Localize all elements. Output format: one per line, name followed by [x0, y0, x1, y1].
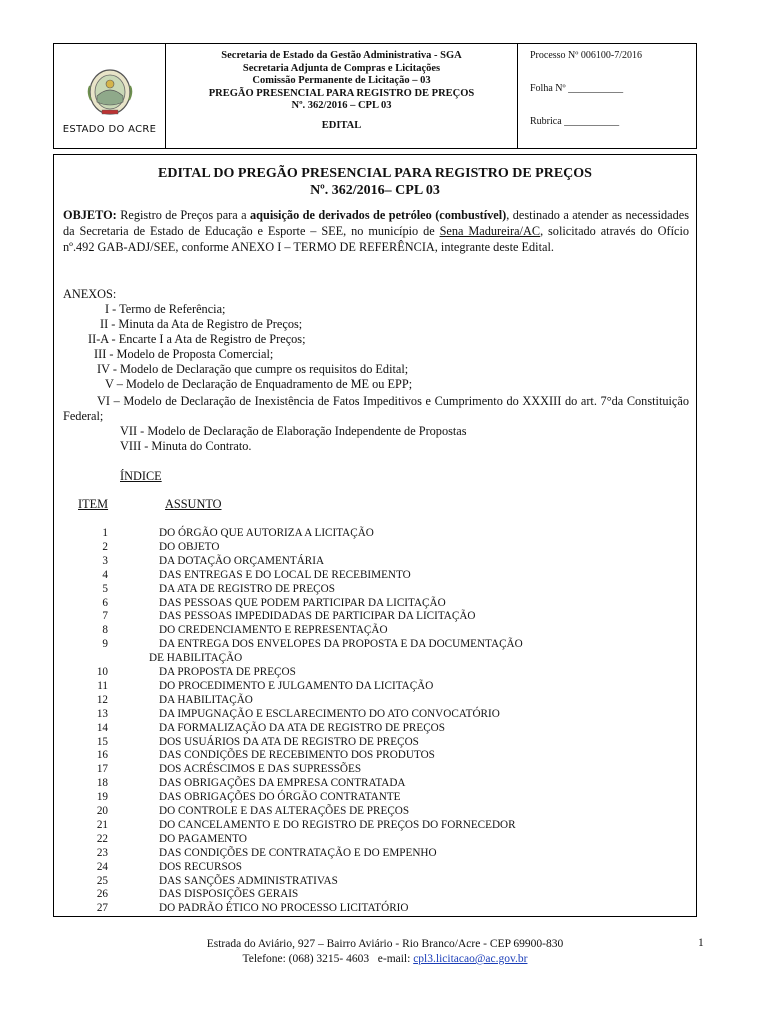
- indice-item-number: 7: [102, 610, 108, 623]
- indice-item-subject: DA FORMALIZAÇÃO DA ATA DE REGISTRO DE PREÇOS: [159, 721, 445, 734]
- indice-item-subject: DA PROPOSTA DE PREÇOS: [159, 666, 296, 678]
- indice-item-number: 10: [96, 666, 108, 678]
- indice-item-subject: DO PADRÃO ÉTICO NO PROCESSO LICITATÓRIO: [159, 902, 409, 915]
- anexo-item: VIII - Minuta do Contrato.: [120, 439, 252, 453]
- indice-item-number: 2: [102, 540, 108, 553]
- agency-line: Nº. 362/2016 – CPL 03: [291, 100, 392, 112]
- indice-item-number: 17: [96, 763, 108, 776]
- agency-line: Secretaria Adjunta de Compras e Licitações: [242, 62, 441, 74]
- indice-item-subject: DAS OBRIGAÇÕES DO ÓRGÃO CONTRATANTE: [159, 791, 401, 804]
- objeto-subject: aquisição de derivados de petróleo (combustível): [250, 208, 507, 222]
- indice-item-number: 15: [96, 735, 108, 748]
- indice-item-number: 25: [96, 874, 108, 887]
- indice-item-subject-continued: DE HABILITAÇÃO: [149, 652, 243, 665]
- indice-item-subject: DA HABILITAÇÃO: [159, 693, 253, 706]
- anexo-item: V – Modelo de Declaração de Enquadramento de ME ou EPP;: [105, 377, 413, 391]
- anexo-item: II - Minuta da Ata de Registro de Preços;: [100, 317, 303, 331]
- indice-item-number: 14: [96, 721, 108, 734]
- header-process-cell: [518, 44, 696, 148]
- indice-item-subject: DA ATA DE REGISTRO DE PREÇOS: [159, 582, 335, 595]
- indice-item-subject: DAS PESSOAS IMPEDIDADAS DE PARTICIPAR DA LICITAÇÃO: [159, 610, 476, 623]
- indice-item-subject: DO CANCELAMENTO E DO REGISTRO DE PREÇOS DO FORNECEDOR: [159, 818, 516, 831]
- indice-item-subject: DAS SANÇÕES ADMINISTRATIVAS: [159, 874, 338, 887]
- agency-line: PREGÃO PRESENCIAL PARA REGISTRO DE PREÇOS: [208, 87, 475, 99]
- objeto-text: , destinado a atender as necessidades da Secretaria de Estado de Educação e Esporte – SEE, no município de: [63, 208, 690, 238]
- header-agency-cell: [166, 44, 518, 148]
- indice-item-number: 21: [96, 818, 108, 831]
- objeto-municipio: Sena Madureira/AC: [439, 224, 541, 238]
- indice-item-number: 12: [96, 693, 108, 706]
- agency-line: Comissão Permanente de Licitação – 03: [252, 75, 431, 87]
- indice-item-number: 27: [96, 902, 108, 915]
- footer-contact: [0, 952, 770, 967]
- indice-item-subject: DO ÓRGÃO QUE AUTORIZA A LICITAÇÃO: [159, 527, 374, 539]
- indice-item-number: 24: [96, 860, 108, 873]
- document-header: [53, 43, 697, 149]
- anexo-item: II-A - Encarte I a Ata de Registro de Preços;: [88, 332, 306, 346]
- indice-col-item: ITEM: [78, 497, 109, 511]
- indice-item-subject: DA DOTAÇÃO ORÇAMENTÁRIA: [159, 554, 325, 567]
- indice-item-number: 23: [96, 846, 108, 859]
- page-number: 1: [698, 937, 704, 949]
- state-label: ESTADO DO ACRE: [62, 123, 157, 135]
- indice-item-subject: DOS USUÁRIOS DA ATA DE REGISTRO DE PREÇOS: [159, 735, 419, 748]
- footer-phone: Telefone: (068) 3215- 4603 e-mail:: [242, 953, 414, 965]
- anexo-item: VI – Modelo de Declaração de Inexistência de Fatos Impeditivos e Cumprimento do XXXIII do art. 7°da Constituição Federal;: [63, 394, 689, 423]
- indice-item-subject: DOS RECURSOS: [159, 860, 242, 873]
- indice-title: ÍNDICE: [120, 469, 162, 483]
- document-body: [53, 154, 697, 917]
- indice-item-number: 8: [102, 624, 108, 637]
- objeto-text: Registro de Preços para a: [116, 208, 251, 222]
- indice-item-subject: DO PAGAMENTO: [159, 832, 247, 845]
- indice-item-subject: DO PROCEDIMENTO E JULGAMENTO DA LICITAÇÃO: [159, 679, 434, 692]
- footer-email-link[interactable]: cpl3.licitacao@ac.gov.br: [413, 953, 528, 965]
- anexos-label: ANEXOS:: [63, 287, 117, 301]
- indice-item-subject: DO CONTROLE E DAS ALTERAÇÕES DE PREÇOS: [159, 805, 410, 817]
- indice-item-subject: DAS ENTREGAS E DO LOCAL DE RECEBIMENTO: [159, 568, 411, 581]
- indice-item-subject: DO OBJETO: [159, 540, 220, 553]
- indice-item-number: 9: [102, 638, 108, 651]
- objeto-text: , solicitado através do Ofício nº.492 GAB-ADJ/SEE, conforme ANEXO I – TERMO DE REFERÊNCIA, integrante deste Edital.: [63, 224, 690, 254]
- rubrica-field: Rubrica ___________: [530, 116, 620, 127]
- indice-item-subject: DOS ACRÉSCIMOS E DAS SUPRESSÕES: [159, 763, 362, 776]
- indice-item-subject: DAS CONDIÇÕES DE RECEBIMENTO DOS PRODUTOS: [159, 749, 435, 762]
- indice-col-assunto: ASSUNTO: [165, 497, 222, 511]
- indice-item-number: 13: [96, 707, 108, 720]
- indice-item-number: 26: [96, 888, 108, 901]
- anexo-item: IV - Modelo de Declaração que cumpre os requisitos do Edital;: [97, 362, 409, 376]
- footer-address: Estrada do Aviário, 927 – Bairro Aviário - Rio Branco/Acre - CEP 69900-830: [206, 938, 564, 950]
- objeto-label: OBJETO:: [63, 208, 117, 222]
- anexo-item: VII - Modelo de Declaração de Elaboração Independente de Propostas: [120, 424, 467, 438]
- objeto-paragraph: [63, 207, 689, 255]
- indice-item-number: 6: [102, 596, 108, 609]
- indice-item-number: 19: [96, 791, 108, 804]
- indice-item-number: 5: [102, 582, 108, 595]
- indice-item-subject: DAS CONDIÇÕES DE CONTRATAÇÃO E DO EMPENHO: [159, 846, 437, 859]
- indice-item-number: 3: [102, 554, 108, 567]
- indice-item-subject: DAS DISPOSIÇÕES GERAIS: [159, 888, 299, 901]
- state-seal-icon: [85, 66, 135, 118]
- indice-item-number: 1: [102, 527, 108, 539]
- document-footer: [0, 937, 770, 967]
- anexo-item: III - Modelo de Proposta Comercial;: [94, 347, 274, 361]
- indice-item-subject: DAS PESSOAS QUE PODEM PARTICIPAR DA LICITAÇÃO: [159, 596, 446, 609]
- indice-item-subject: DAS OBRIGAÇÕES DA EMPRESA CONTRATADA: [159, 777, 406, 790]
- indice-item-number: 4: [102, 568, 108, 581]
- indice-item-subject: DO CREDENCIAMENTO E REPRESENTAÇÃO: [159, 624, 388, 637]
- folha-field: Folha Nº ___________: [530, 83, 624, 94]
- document-number: Nº. 362/2016– CPL 03: [310, 183, 440, 198]
- anexo-item: I - Termo de Referência;: [105, 302, 226, 316]
- agency-line: Secretaria de Estado da Gestão Administrativa - SGA: [221, 50, 462, 61]
- processo-number: Processo Nº 006100-7/2016: [530, 50, 642, 61]
- indice-item-number: 16: [96, 749, 108, 762]
- indice-item-number: 20: [96, 805, 108, 817]
- indice-item-subject: DA IMPUGNAÇÃO E ESCLARECIMENTO DO ATO CONVOCATÓRIO: [159, 707, 500, 720]
- document-title: EDITAL DO PREGÃO PRESENCIAL PARA REGISTRO DE PREÇOS: [158, 166, 592, 181]
- edital-label: EDITAL: [321, 119, 362, 131]
- indice-item-number: 22: [96, 832, 108, 845]
- header-logo-cell: [54, 44, 166, 148]
- indice-item-number: 11: [97, 679, 108, 692]
- indice-item-number: 18: [96, 777, 108, 790]
- indice-item-subject: DA ENTREGA DOS ENVELOPES DA PROPOSTA E DA DOCUMENTAÇÃO: [159, 638, 523, 651]
